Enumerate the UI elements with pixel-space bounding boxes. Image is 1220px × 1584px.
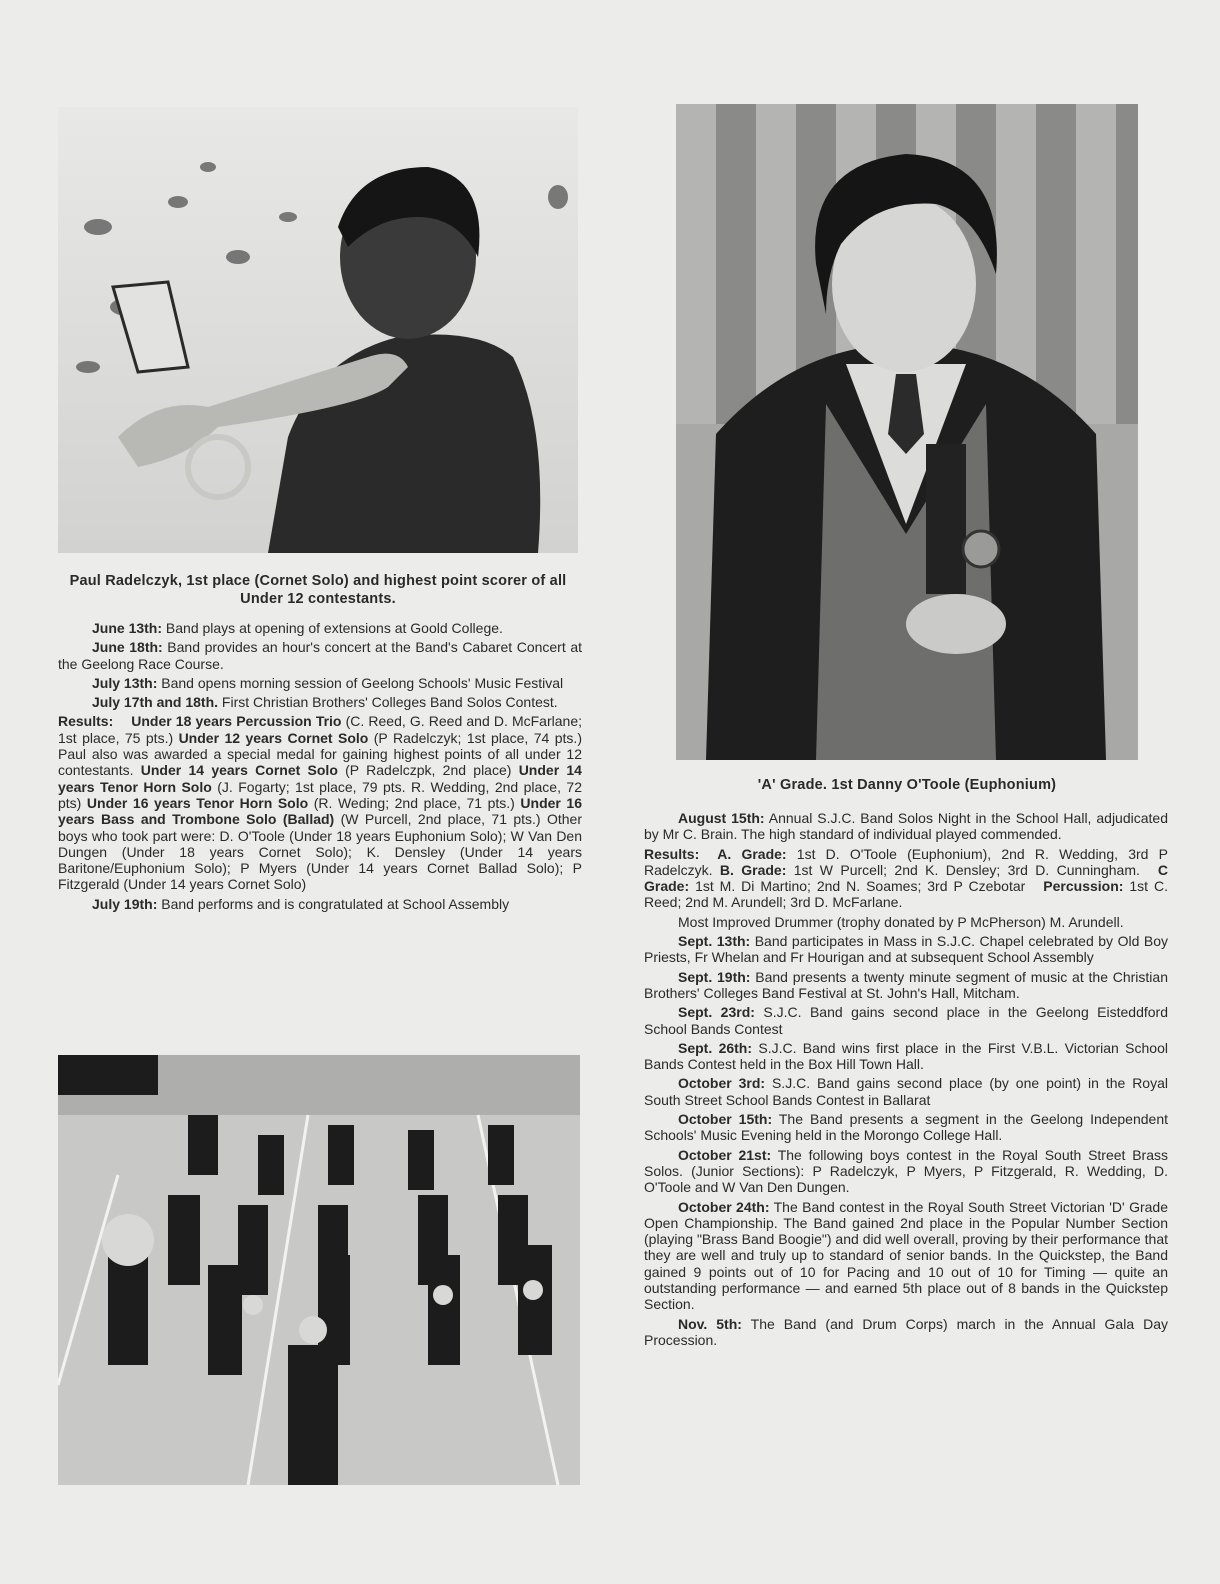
grade-text: 1st W Purcell; 2nd K. Densley; 3rd D. Cunningham.: [786, 861, 1140, 878]
solos-night-results: [644, 846, 1168, 911]
entry-text: First Christian Brothers' Colleges Band Solos Contest.: [218, 694, 558, 711]
entry-july-13: [58, 675, 582, 691]
entry-text: The Band contest in the Royal South Street Victorian 'D' Grade Open Championship. The Band gained 2nd place in the Popular Number Section (playing "Brass Band Boogie") and did well overall, proving by their performance that they are well and truly up to standard of senior bands. In the Quickstep, the Band gained 9 points out of 10 for Pacing and 10 out of 10 for Timing — quite an outstanding performance — and earned 5th place out of 8 bands in the Quickstep Section.: [644, 1198, 1168, 1313]
section-text: (R. Weding; 2nd place, 71 pts.): [308, 794, 521, 811]
entry-sept-19: [644, 969, 1168, 1002]
cornet-player-photo: [58, 107, 578, 553]
entry-date: October 15th:: [678, 1111, 773, 1128]
entry-date: October 21st:: [678, 1146, 772, 1163]
grade-text: 1st M. Di Martino; 2nd N. Soames; 3rd P Czebotar: [689, 878, 1026, 895]
results-label: Results:: [644, 845, 700, 862]
entry-text: The Band (and Drum Corps) march in the Annual Gala Day Procession.: [644, 1315, 1168, 1348]
entry-text: The Band presents a segment in the Geelong Independent Schools' Music Evening held in the Morongo College Hall.: [644, 1111, 1168, 1144]
entry-text: Band participates in Mass in S.J.C. Chapel celebrated by Old Boy Priests, Fr Whelan and Fr Hourigan and at subsequent School Assembly: [644, 933, 1168, 966]
entry-text: Band provides an hour's concert at the Band's Cabaret Concert at the Geelong Race Course.: [58, 639, 582, 672]
entry-july-19: [58, 896, 582, 912]
section-text: (P Radelczpk, 2nd place): [337, 762, 519, 779]
entry-text: Band presents a twenty minute segment of music at the Christian Brothers' Colleges Band Festival at St. John's Hall, Mitcham.: [644, 968, 1168, 1001]
grade-text: 1st D. O'Toole (Euphonium), 2nd R. Wedding, 3rd P Radelczyk.: [644, 845, 1169, 878]
entry-text: Band opens morning session of Geelong Schools' Music Festival: [157, 674, 564, 691]
entry-july-17-18: [58, 694, 582, 710]
entry-date: July 19th:: [92, 895, 158, 912]
entry-date: October 24th:: [678, 1198, 770, 1215]
grade-label: A. Grade:: [717, 845, 787, 862]
entry-october-21: [644, 1147, 1168, 1196]
entry-june-13: [58, 620, 582, 636]
entry-sept-13: [644, 933, 1168, 966]
section-text: (C. Reed, G. Reed and D. McFarlane; 1st place, 75 pts.): [58, 713, 582, 746]
left-text-column: [58, 620, 582, 915]
entry-date: July 13th:: [92, 674, 158, 691]
section-text: (J. Fogarty; 1st place, 79 pts. R. Wedding, 2nd place, 72 pts): [58, 778, 583, 811]
entry-date: Sept. 13th:: [678, 933, 751, 950]
section-text: (P Radelczyk; 1st place, 74 pts.) Paul also was awarded a special medal for gaining highest points of all under 12 contestants.: [58, 729, 582, 779]
section-title: Under 18 years Percussion Trio: [131, 713, 342, 730]
entry-text: S.J.C. Band gains second place in the Geelong Eisteddford School Bands Contest: [644, 1004, 1168, 1037]
section-title: Under 16 years Tenor Horn Solo: [86, 794, 309, 811]
entry-date: Nov. 5th:: [678, 1315, 742, 1332]
section-text: (W Purcell, 2nd place, 71 pts.) Other boys who took part were: D. O'Toole (Under 18 years Euphonium Solo); W Van Den Dungen (Under 18 years Cornet Solo); K. Densley (Under 14 years Baritone/Euphonium Solo); P Myers (Under 14 years Cornet Ballad Solo); P Fitzgerald (Under 14 years Cornet Solo): [58, 811, 582, 893]
otoole-portrait-photo: [676, 104, 1138, 760]
entry-date: June 18th:: [92, 639, 163, 656]
entry-date: Sept. 26th:: [678, 1039, 753, 1056]
entry-nov-5: [644, 1316, 1168, 1349]
entry-date: Sept. 19th:: [678, 968, 751, 985]
entry-august-15: [644, 810, 1168, 843]
results-label: Results:: [58, 713, 114, 730]
section-title: Under 12 years Cornet Solo: [178, 729, 369, 746]
otoole-photo-caption: 'A' Grade. 1st Danny O'Toole (Euphonium): [757, 777, 1057, 793]
section-title: Under 14 years Tenor Horn Solo: [58, 762, 582, 795]
most-improved-drummer: Most Improved Drummer (trophy donated by P McPherson) M. Arundell.: [678, 913, 1124, 930]
entry-date: August 15th:: [678, 810, 765, 826]
entry-text: S.J.C. Band gains second place (by one point) in the Royal South Street School Bands Contest in Ballarat: [644, 1075, 1168, 1108]
entry-text: The following boys contest in the Royal South Street Brass Solos. (Junior Sections): P Radelczyk, P Myers, P Fitzgerald, R. Wedding, D. O'Toole and W Van Den Dungen.: [644, 1146, 1169, 1196]
entry-text: Annual S.J.C. Band Solos Night in the School Hall, adjudicated by Mr C. Brain. The high standard of individual played commended.: [644, 810, 1168, 843]
section-title: Under 16 years Bass and Trombone Solo (Ballad): [58, 794, 583, 828]
grade-label: B. Grade:: [719, 861, 787, 878]
results-paragraph: [58, 713, 582, 892]
entry-october-3: [644, 1075, 1168, 1108]
right-text-column: [644, 810, 1168, 1351]
entry-date: June 13th:: [92, 620, 163, 636]
marching-band-photo: [58, 1055, 580, 1485]
entry-sept-26: [644, 1040, 1168, 1073]
entry-text: Band performs and is congratulated at School Assembly: [157, 895, 510, 912]
entry-sept-23: [644, 1004, 1168, 1037]
entry-date: July 17th and 18th.: [92, 694, 219, 711]
grade-label: Percussion:: [1043, 878, 1124, 895]
entry-october-15: [644, 1111, 1168, 1144]
entry-june-18: [58, 639, 582, 672]
entry-text: S.J.C. Band wins first place in the First V.B.L. Victorian School Bands Contest held in the Box Hill Town Hall.: [644, 1039, 1168, 1073]
grade-label: C Grade:: [644, 861, 1169, 895]
entry-text: Band plays at opening of extensions at Goold College.: [162, 620, 503, 636]
entry-october-24: [644, 1199, 1168, 1313]
grade-text: 1st C. Reed; 2nd M. Arundell; 3rd D. McFarlane.: [644, 878, 1168, 911]
entry-date: October 3rd:: [678, 1075, 766, 1092]
entry-date: Sept. 23rd:: [678, 1004, 755, 1021]
section-title: Under 14 years Cornet Solo: [140, 762, 338, 779]
cornet-photo-caption: Paul Radelczyk, 1st place (Cornet Solo) and highest point scorer of all Under 12 contestants.: [69, 573, 567, 607]
